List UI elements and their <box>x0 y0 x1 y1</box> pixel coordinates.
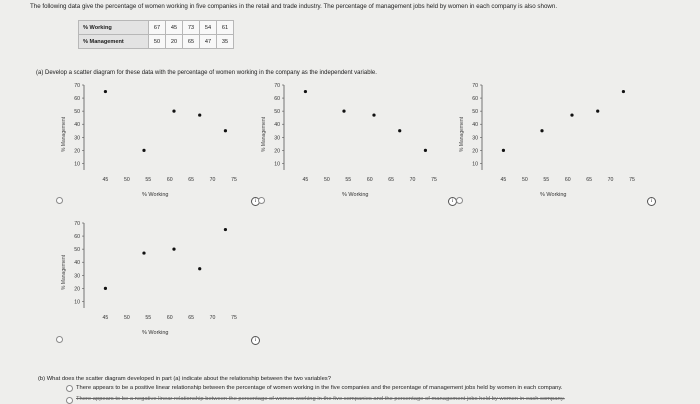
x-tick-label: 65 <box>586 177 593 183</box>
part-b-option-1: There appears to be a positive linear relationship between the percentage of women working in the five companies and the percentage of management jobs held by women in each company. <box>76 385 563 391</box>
y-tick-label: 60 <box>274 96 280 103</box>
data-point <box>172 110 175 113</box>
table-cell: 50 <box>149 35 166 49</box>
option-2-radio[interactable] <box>258 197 265 204</box>
table-cell: 65 <box>183 35 200 49</box>
x-tick-label: 50 <box>123 177 130 183</box>
x-tick-label: 65 <box>388 177 395 183</box>
table-cell: 73 <box>183 21 200 35</box>
scatter-svg <box>262 82 437 202</box>
table-cell: 61 <box>217 21 234 35</box>
x-tick-label: 55 <box>543 177 550 183</box>
data-point <box>424 149 427 152</box>
data-point <box>502 149 505 152</box>
y-tick-label: 50 <box>74 109 80 116</box>
x-tick-label: 75 <box>231 177 237 183</box>
data-point <box>142 149 145 152</box>
x-tick-label: 75 <box>431 177 437 183</box>
data-point <box>398 129 401 132</box>
table-row <box>79 35 234 49</box>
x-tick-label: 55 <box>345 177 352 183</box>
x-tick-label: 70 <box>209 315 216 321</box>
y-tick-label: 20 <box>274 148 280 155</box>
y-tick-label: 60 <box>472 96 478 103</box>
x-tick-label: 50 <box>521 177 528 183</box>
y-tick-label: 30 <box>74 273 80 280</box>
x-axis-label: % Working <box>342 192 369 198</box>
y-tick-label: 10 <box>74 161 80 168</box>
info-icon[interactable]: i <box>251 197 260 206</box>
x-tick-label: 55 <box>145 177 152 183</box>
x-tick-label: 60 <box>166 315 173 321</box>
y-tick-label: 40 <box>472 122 478 129</box>
data-point <box>104 287 107 290</box>
option-4-radio[interactable] <box>56 336 63 343</box>
question-intro: The following data give the percentage of women working in five companies in the retail and trade industry. The percentage of management jobs held by women in each company is also shown. <box>30 3 558 10</box>
data-point <box>342 110 345 113</box>
info-icon[interactable]: i <box>251 336 260 345</box>
y-axis-label: % Management <box>459 116 465 152</box>
table-cell: 47 <box>200 35 217 49</box>
y-tick-label: 70 <box>274 83 280 89</box>
data-point <box>372 113 375 116</box>
x-tick-label: 70 <box>409 177 416 183</box>
part-b-prompt: (b) What does the scatter diagram developed in part (a) indicate about the relationship between the two variables? <box>38 376 331 382</box>
x-tick-label: 55 <box>145 315 152 321</box>
x-tick-label: 50 <box>123 315 130 321</box>
scatter-svg <box>62 220 237 340</box>
x-tick-label: 75 <box>231 315 237 321</box>
y-tick-label: 60 <box>74 234 80 241</box>
scatter-svg <box>460 82 635 202</box>
x-tick-label: 65 <box>188 177 195 183</box>
y-axis-label: % Management <box>61 254 67 290</box>
table-cell: 35 <box>217 35 234 49</box>
data-point <box>198 267 201 270</box>
x-tick-label: 45 <box>500 177 507 183</box>
part-b-option-1-radio[interactable] <box>66 385 73 392</box>
y-tick-label: 50 <box>74 247 80 254</box>
data-point <box>142 251 145 254</box>
y-tick-label: 70 <box>472 83 478 89</box>
y-axis-label: % Management <box>261 116 267 152</box>
scatter-plot-option-1 <box>62 82 237 202</box>
management-row-label: % Management <box>79 35 149 49</box>
y-tick-label: 10 <box>74 299 80 306</box>
data-point <box>198 113 201 116</box>
y-tick-label: 50 <box>274 109 280 116</box>
y-tick-label: 10 <box>274 161 280 168</box>
x-tick-label: 75 <box>629 177 635 183</box>
part-a-prompt: (a) Develop a scatter diagram for these data with the percentage of women working in the company as the independent variable. <box>36 70 377 76</box>
x-axis-label: % Working <box>540 192 567 198</box>
x-tick-label: 70 <box>209 177 216 183</box>
data-point <box>172 248 175 251</box>
scatter-plot-option-3 <box>460 82 635 202</box>
x-axis-label: % Working <box>142 330 169 336</box>
y-tick-label: 50 <box>472 109 478 116</box>
y-tick-label: 30 <box>472 135 478 142</box>
x-tick-label: 65 <box>188 315 195 321</box>
y-tick-label: 20 <box>74 286 80 293</box>
x-tick-label: 45 <box>102 315 109 321</box>
data-point <box>224 129 227 132</box>
y-tick-label: 70 <box>74 221 80 227</box>
x-tick-label: 60 <box>166 177 173 183</box>
x-tick-label: 60 <box>564 177 571 183</box>
data-point <box>224 228 227 231</box>
table-row <box>79 21 234 35</box>
y-tick-label: 20 <box>74 148 80 155</box>
table-cell: 45 <box>166 21 183 35</box>
option-3-radio[interactable] <box>456 197 463 204</box>
y-tick-label: 20 <box>472 148 478 155</box>
y-tick-label: 30 <box>74 135 80 142</box>
data-point <box>570 113 573 116</box>
option-1-radio[interactable] <box>56 197 63 204</box>
y-tick-label: 40 <box>74 260 80 267</box>
x-tick-label: 60 <box>366 177 373 183</box>
y-axis-label: % Management <box>61 116 67 152</box>
scatter-plot-option-2 <box>262 82 437 202</box>
x-tick-label: 50 <box>323 177 330 183</box>
x-axis-label: % Working <box>142 192 169 198</box>
data-point <box>596 110 599 113</box>
y-tick-label: 30 <box>274 135 280 142</box>
x-tick-label: 45 <box>302 177 309 183</box>
y-tick-label: 10 <box>472 161 478 168</box>
table-cell: 20 <box>166 35 183 49</box>
part-b-option-2: There appears to be a negative linear relationship between the percentage of women working in the five companies and the percentage of management jobs held by women in each company. <box>76 396 565 402</box>
info-icon[interactable]: i <box>647 197 656 206</box>
data-point <box>104 90 107 93</box>
y-tick-label: 70 <box>74 83 80 89</box>
x-tick-label: 70 <box>607 177 614 183</box>
scatter-svg <box>62 82 237 202</box>
info-icon[interactable]: i <box>448 197 457 206</box>
y-tick-label: 40 <box>274 122 280 129</box>
data-table <box>78 20 234 49</box>
working-row-label: % Working <box>79 21 149 35</box>
data-point <box>304 90 307 93</box>
table-cell: 54 <box>200 21 217 35</box>
table-cell: 67 <box>149 21 166 35</box>
y-tick-label: 60 <box>74 96 80 103</box>
scatter-plot-option-4 <box>62 220 237 340</box>
x-tick-label: 45 <box>102 177 109 183</box>
data-point <box>622 90 625 93</box>
y-tick-label: 40 <box>74 122 80 129</box>
data-point <box>540 129 543 132</box>
